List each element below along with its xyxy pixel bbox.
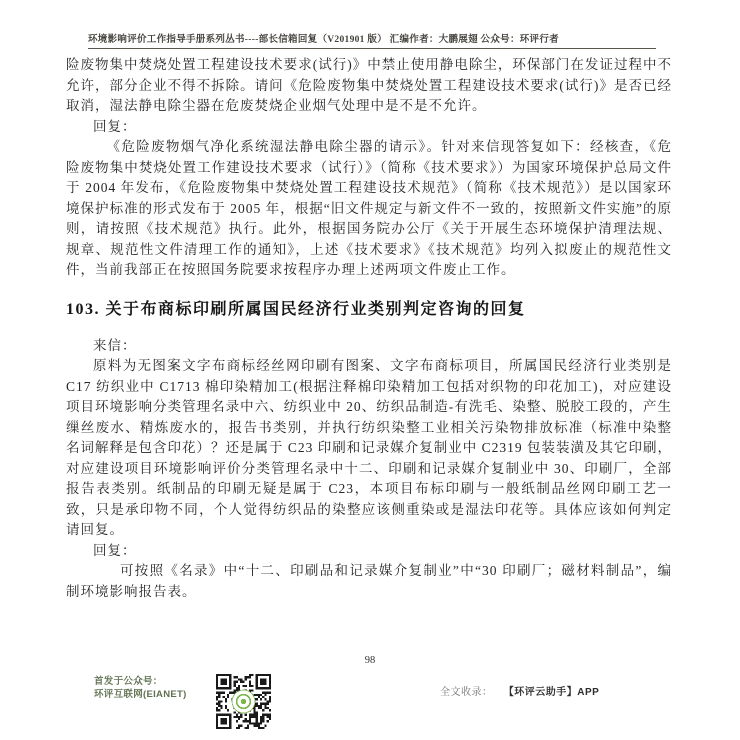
- item102-letter-continuation: 险废物集中焚烧处置工程建设技术要求(试行)》中禁止使用静电除尘，环保部门在发证过程中不允许，部分企业不得不拆除。请问《危险废物集中焚烧处置工程建设技术要求(试行)》是否已经取消，湿法静电除尘器在危废焚烧企业烟气处理中是不是不允许。: [66, 57, 672, 113]
- footer-publisher-line2: 环评互联网(EIANET): [94, 688, 187, 700]
- footer-collection-prefix: 全文收录：: [440, 687, 493, 698]
- header-text: 环境影响评价工作指导手册系列丛书----部长信箱回复（V201901 版） 汇编作者：大鹏展翅 公众号：环评行者: [88, 35, 559, 45]
- item102-reply-label: 回复：: [93, 118, 137, 134]
- footer-collection-app: 【环评云助手】APP: [503, 687, 600, 698]
- item103-letter-text: 原料为无图案文字布商标经丝网印刷有图案、文字布商标项目，所属国民经济行业类别是 C17 纺织业中 C1713 棉印染精加工(根据注释棉印染精加工包括对织物的印花加工)，对应建设项目环境影响分类管理名录中六、纺织业中 20、纺织品制造-有洗毛、染整、脱胶工段的，产生缫丝废水、精炼废水的，报告书类别，并执行纺织染整工业相关污染物排放标准（标准中染整名词解释是包含印花）？还是属于 C23 印刷和记录媒介复制业中 C2319 包装装潢及其它印刷，对应建设项目环境影响评价分类管理名录中十二、印刷和记录媒介复制业中 30、印刷厂，全部报告表类别。纸制品的印刷无疑是属于 C23，本项目布标印刷与一般纸制品丝网印刷工艺一致，只是承印物不同，个人觉得纺织品的染整应该侧重染或是湿法印花等。具体应该如何判定请回复。: [66, 358, 673, 537]
- footer-publisher: [94, 676, 187, 701]
- qr-code: [216, 674, 271, 729]
- page-body: [66, 55, 672, 602]
- footer-publisher-line1: 首发于公众号：: [94, 676, 163, 687]
- item103-reply-label: 回复：: [93, 542, 137, 558]
- page-footer: [88, 672, 652, 734]
- page-header: [88, 31, 656, 49]
- page-number: 98: [364, 655, 376, 666]
- footer-collection: [440, 683, 599, 698]
- item102-reply-text: 《危险废物烟气净化系统湿法静电除尘器的请示》。针对来信现答复如下：经核查，《危险废物集中焚烧处置工作建设技术要求（试行）》（简称《技术要求》）为国家环境保护总局文件于 2004 年发布，《危险废物集中焚烧处置工程建设技术规范》（简称《技术规范》）是以国家环境保护标准的形式发布于 2005 年，根据“旧文件规定与新文件不一致的，按照新文件实施”的原则，请按照《技术规范》执行。此外，根据国务院办公厅《关于开展生态环境保护清理法规、规章、规范性文件清理工作的通知》，上述《技术要求》《技术规范》均列入拟废止的规范性文件，当前我部正在按照国务院要求按程序办理上述两项文件废止工作。: [66, 139, 672, 277]
- section-heading-103: 103. 关于布商标印刷所属国民经济行业类别判定咨询的回复: [66, 300, 526, 318]
- item103-letter-label: 来信：: [93, 337, 137, 353]
- item103-reply-text: 可按照《名录》中“十二、印刷品和记录媒介复制业”中“30 印刷厂；磁材料制品”，编制环境影响报告表。: [66, 563, 672, 599]
